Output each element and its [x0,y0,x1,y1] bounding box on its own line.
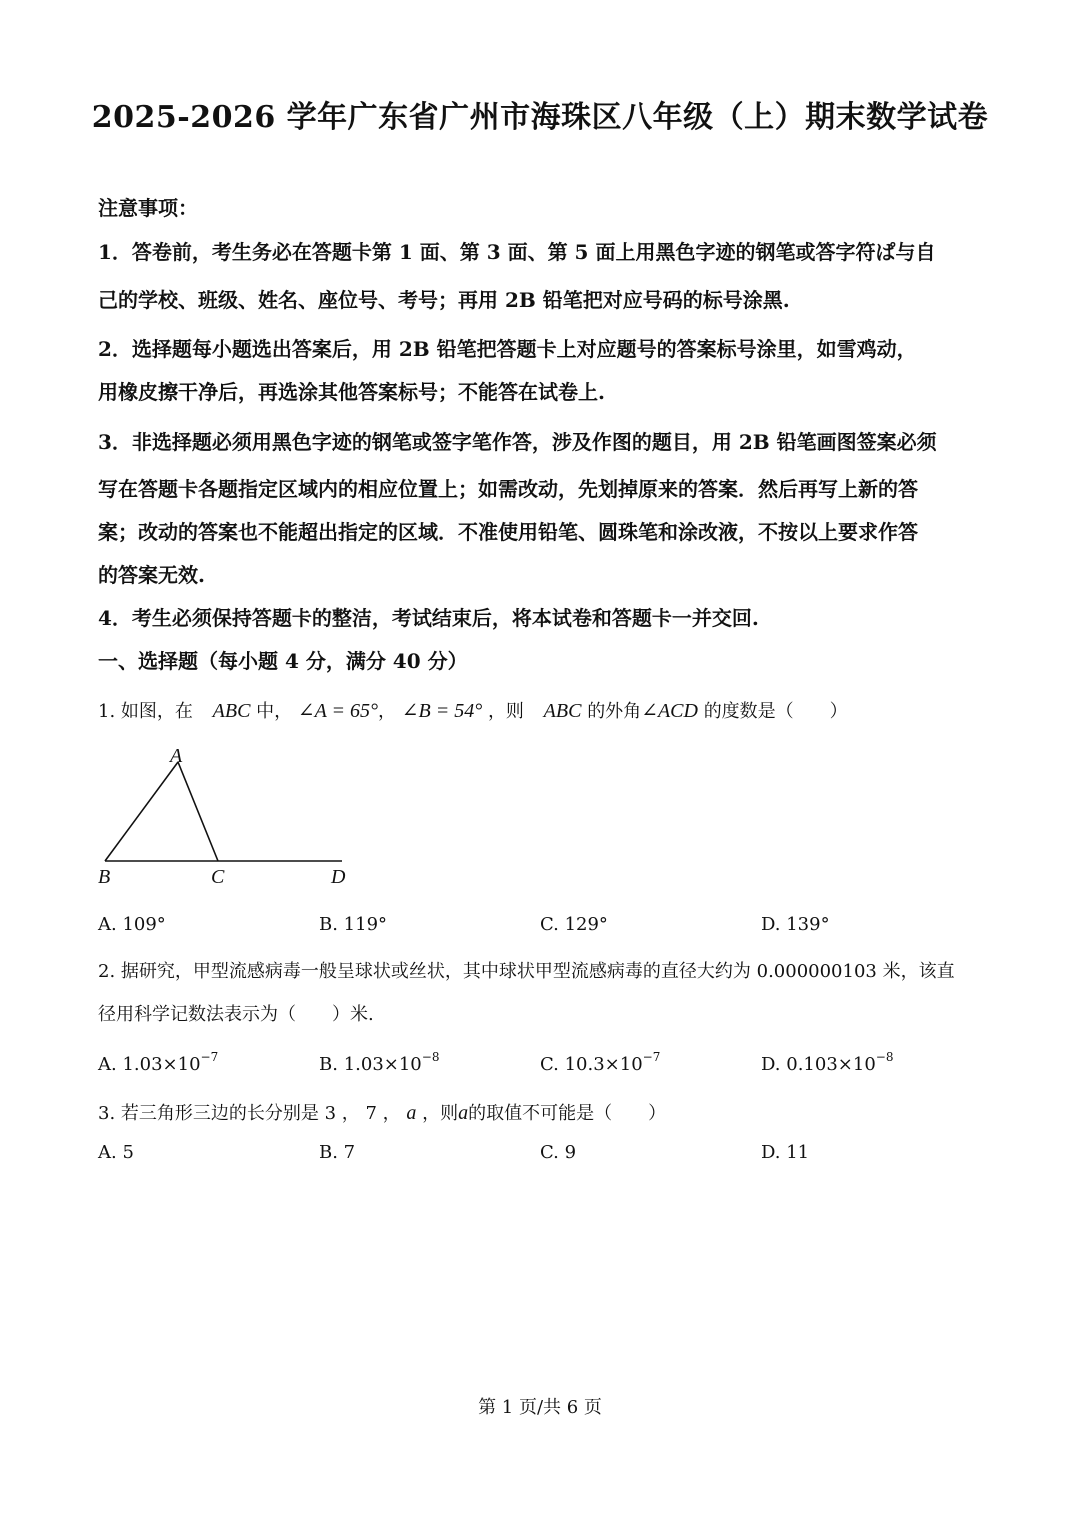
q2-option-d-letter: D. [761,1054,781,1075]
q2-option-a-exponent: −7 [200,1050,219,1064]
q1-text-mid3: 的外角 [587,701,642,722]
question-2-line-1: 2. 据研究，甲型流感病毒一般呈球状或丝状，其中球状甲型流感病毒的直径大约为 0.000000103 米，该直 [98,961,955,982]
q1-option-a[interactable]: A. 109° [98,914,166,935]
q1-text-post: 的度数是（ ） [703,701,848,722]
q2-option-b[interactable] [319,1050,439,1075]
notes-heading: 注意事项： [98,196,198,220]
note-2-line-1: 2．选择题每小题选出答案后，用 2B 铅笔把答题卡上对应题号的答案标号涂里，如雪鸡动， [98,337,917,361]
page-footer: 第 1 页/共 6 页 [478,1397,602,1418]
question-3 [98,1099,666,1125]
vertex-label-b: B [98,866,111,888]
q1-angle-a: ∠A = 65° [297,700,378,722]
q1-sep: ， [378,701,396,722]
question-2-line-2: 径用科学记数法表示为（ ）米. [98,1004,374,1025]
q1-option-c[interactable]: C. 129° [540,914,608,935]
q1-angle-b: ∠B = 54° [401,700,483,722]
q2-option-d[interactable] [761,1050,893,1075]
q1-text-mid2: ，则 [487,701,524,722]
q3-text-mid: ，则 [422,1103,459,1124]
q2-option-c[interactable] [540,1050,660,1075]
section-heading: 一、选择题（每小题 4 分，满分 40 分） [98,649,468,673]
q1-option-d[interactable]: D. 139° [761,914,830,935]
q1-angle-acd: ∠ACD [641,700,698,722]
note-2-line-2: 用橡皮擦干净后，再选涂其他答案标号；不能答在试卷上. [98,380,605,404]
q1-option-b[interactable]: B. 119° [319,914,388,935]
note-1-line-1: 1．答卷前，考生务必在答题卡第 1 面、第 3 面、第 5 面上用黑色字迹的钢笔或答字符ぱ与自 [98,240,936,264]
note-4-line-1: 4．考生必须保持答题卡的整洁，考试结束后，将本试卷和答题卡一并交回. [98,606,759,630]
vertex-label-a: A [170,745,183,767]
q2-option-c-exponent: −7 [642,1050,661,1064]
q1-triangle-name-2: ABC [543,700,582,722]
question-1 [98,697,848,723]
q2-option-d-base: 0.103×10 [786,1054,876,1075]
segment-ac [178,762,218,861]
q3-variable-a-2: a [458,1102,469,1124]
q2-option-a-letter: A. [98,1054,117,1075]
q2-option-d-exponent: −8 [875,1050,894,1064]
q2-option-c-base: 10.3×10 [564,1054,643,1075]
q2-option-c-letter: C. [540,1054,559,1075]
q3-text-pre: 3. 若三角形三边的长分别是 3 ， 7 ， [98,1103,401,1124]
q3-text-post: 的取值不可能是（ ） [468,1103,667,1124]
q2-option-a[interactable] [98,1050,218,1075]
q1-text-mid1: 中， [256,701,293,722]
note-3-line-1: 3．非选择题必须用黑色字迹的钢笔或签字笔作答，涉及作图的题目，用 2B 铅笔画图签案必须 [98,430,937,454]
segment-ba [105,762,178,861]
note-3-line-2: 写在答题卡各题指定区域内的相应位置上；如需改动，先划掉原来的答案．然后再写上新的答 [98,477,918,501]
q2-option-b-base: 1.03×10 [343,1054,422,1075]
q1-text-pre: 1. 如图，在 [98,701,193,722]
note-3-line-4: 的答案无效. [98,563,205,587]
q1-triangle-name: ABC [212,700,251,722]
q2-option-b-exponent: −8 [421,1050,440,1064]
q2-option-b-letter: B. [319,1054,338,1075]
q3-option-b[interactable]: B. 7 [319,1142,356,1163]
note-3-line-3: 案；改动的答案也不能超出指定的区域．不准使用铅笔、圆珠笔和涂改液，不按以上要求作答 [98,520,918,544]
q3-variable-a: a [406,1102,417,1124]
q3-option-d[interactable]: D. 11 [761,1142,810,1163]
exam-title: 2025-2026 学年广东省广州市海珠区八年级（上）期末数学试卷 [91,100,989,135]
point-label-d: D [331,866,346,888]
triangle-figure [90,740,370,890]
q3-option-a[interactable]: A. 5 [98,1142,134,1163]
vertex-label-c: C [211,866,225,888]
q3-option-c[interactable]: C. 9 [540,1142,577,1163]
note-1-line-2: 己的学校、班级、姓名、座位号、考号；再用 2B 铅笔把对应号码的标号涂黑. [98,288,790,312]
q2-option-a-base: 1.03×10 [122,1054,201,1075]
